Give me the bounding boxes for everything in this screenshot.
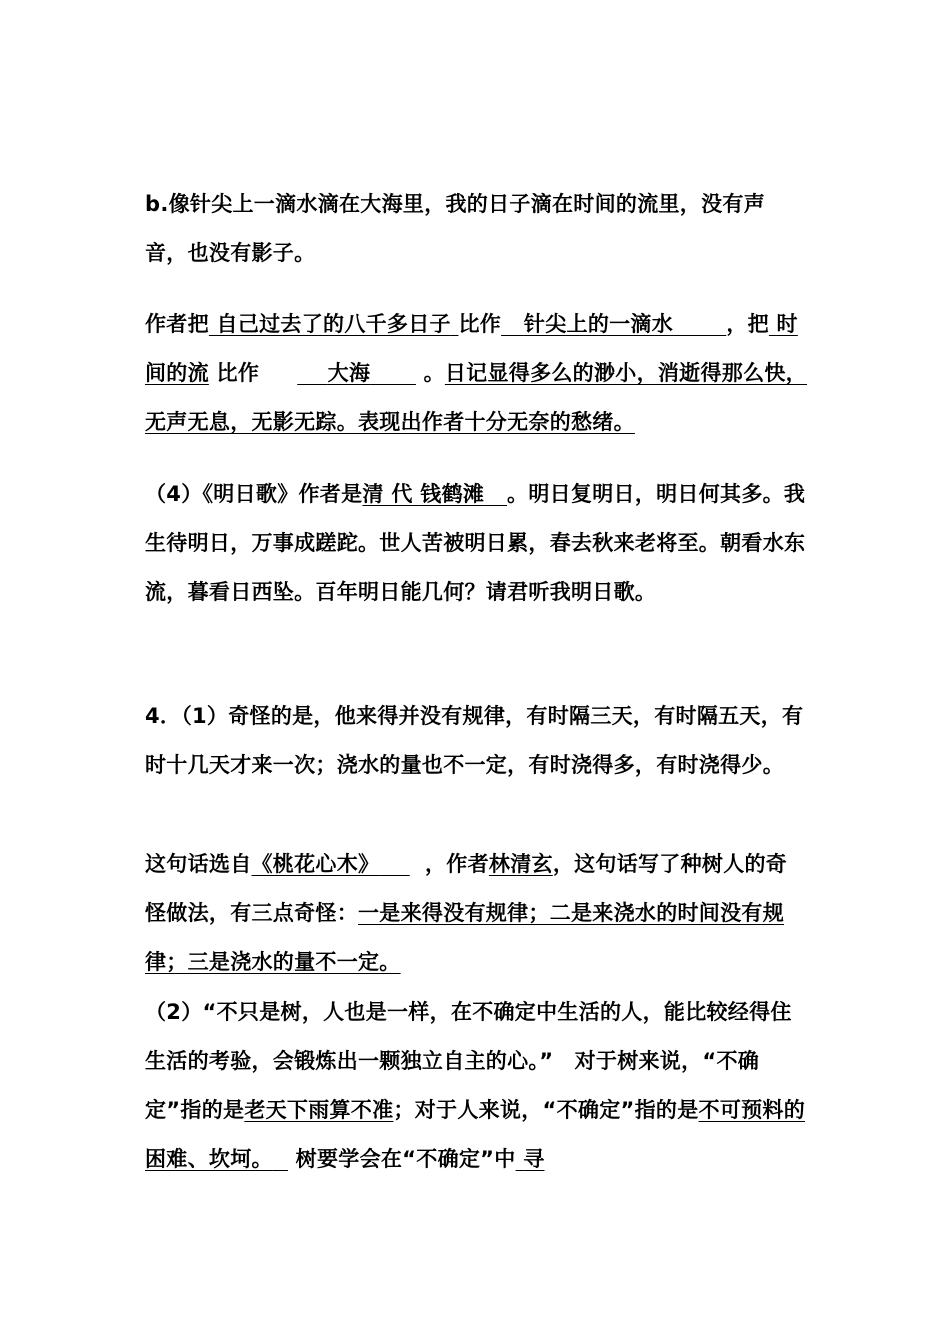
paragraph-4-1 <box>145 692 807 790</box>
person-uncertainty-blank: 不可预料的困难、坎坷。 <box>145 1098 806 1171</box>
mingri-lead-text: （4）《明日歌》作者是 <box>145 482 363 506</box>
answer-text-2: 比作 <box>458 312 502 336</box>
source-book-blank: 《桃花心木》 <box>251 852 380 876</box>
answer-text-3: ，把 <box>726 312 769 336</box>
answer-blank-3: 时间的流 <box>145 312 798 385</box>
mingri-poem-text: 。明日复明日，明日何其多。我生待明日，万事成蹉跎。世人苦被明日累，春去秋来老将至。朝看水东流，暮看日西坠。百年明日能几何？请君听我明日歌。 <box>145 482 806 604</box>
source-author-blank: 林清玄 <box>488 852 553 876</box>
answer-text-5: 。 <box>423 361 445 385</box>
answer-blank-2: 针尖上的一滴水 <box>523 312 674 336</box>
answer-blank-1: 自己过去了的八千多日子 <box>216 312 451 336</box>
paragraph-mingri-ge <box>145 470 807 617</box>
question-4-2-text: （2）“不只是树，人也是一样，在不确定中生活的人，能比较经得住生活的考验，会锻炼出一颗独立自主的心。” 对于树来说，“不确定”指的是 <box>145 1000 792 1122</box>
paragraph-b-metaphor <box>145 180 807 278</box>
tree-uncertainty-blank: 老天下雨算不准 <box>244 1098 394 1122</box>
paragraph-metaphor-answer <box>145 300 807 447</box>
source-author-label: ，作者 <box>425 852 489 876</box>
source-desc-text: ，这句话写了种树人的奇怪做法，有三点奇怪： <box>145 852 788 925</box>
source-oddities-blank: 一是来得没有规律；二是来浇水的时间没有规律；三是浇水的量不一定。 <box>145 901 784 974</box>
answer-lead-text: 作者把 <box>145 312 209 336</box>
answer-text-4: 比作 <box>216 361 260 385</box>
question-4-2-tail-text: 树要学会在“不确定”中 <box>295 1147 516 1171</box>
paragraph-4-2 <box>145 988 807 1184</box>
answer-blank-5: 日记显得多么的渺小，消逝得那么快，无声无息，无影无踪。表现出作者十分无奈的愁绪。 <box>145 361 807 434</box>
mingri-author-blank: 钱鹤滩 <box>420 482 485 506</box>
question-4-2-mid-text: ；对于人来说，“不确定”指的是 <box>393 1098 699 1122</box>
paragraph-4-source <box>145 840 807 987</box>
mingri-dynasty-blank: 清 代 <box>362 482 413 506</box>
answer-blank-4: 大海 <box>327 361 371 385</box>
tree-learn-blank: 寻 <box>523 1147 545 1171</box>
source-lead-text: 这句话选自 <box>145 852 252 876</box>
paragraph-b-text: b.像针尖上一滴水滴在大海里，我的日子滴在时间的流里，没有声音，也没有影子。 <box>145 192 766 265</box>
question-4-1-text: 4．（1）奇怪的是，他来得并没有规律，有时隔三天，有时隔五天，有时十几天才来一次；浇水的量也不一定，有时浇得多，有时浇得少。 <box>145 704 804 777</box>
